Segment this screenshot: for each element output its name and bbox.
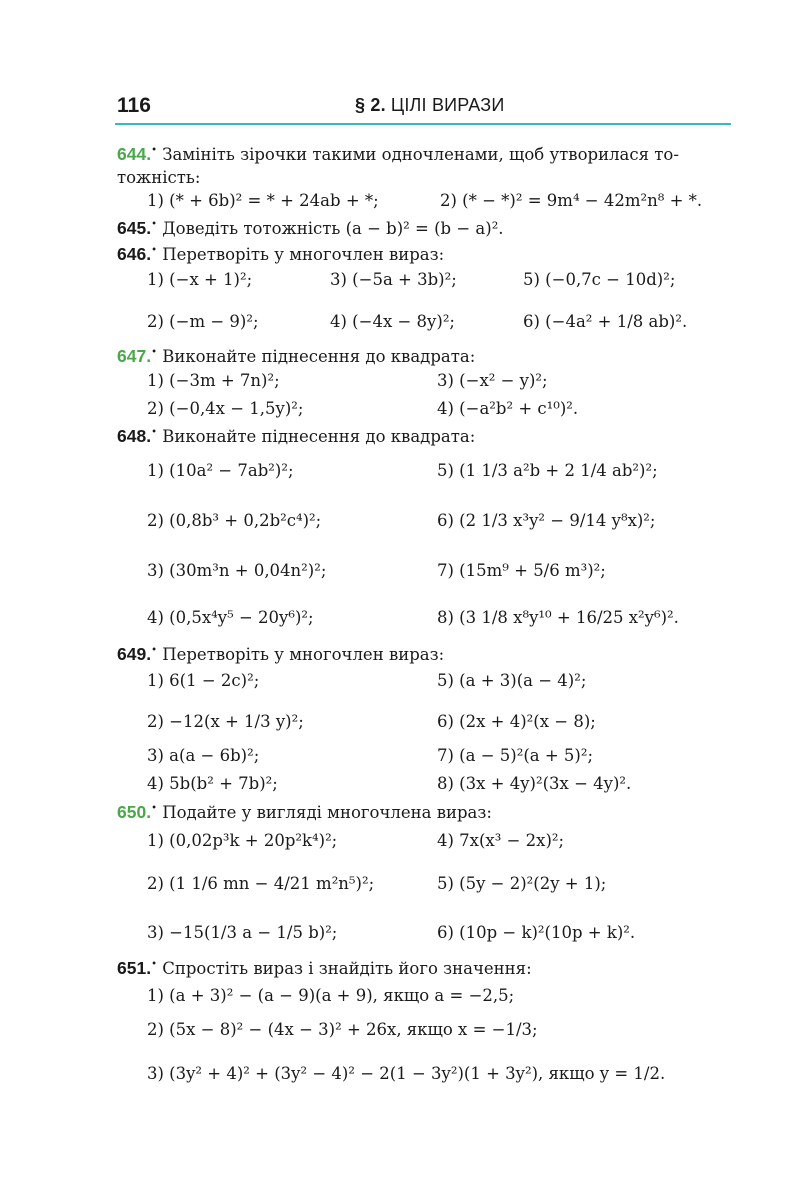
problem-number: 651.	[117, 958, 152, 978]
difficulty-dot: •	[151, 245, 157, 256]
problem-648-item-8: 8) (3 1/8 x⁸y¹⁰ + 16/25 x²y⁶)².	[437, 608, 679, 627]
header-rule	[115, 123, 731, 125]
problem-651-item-1: 1) (a + 3)² − (a − 9)(a + 9), якщо a = −2,5;	[147, 986, 515, 1005]
section-title	[355, 95, 505, 116]
problem-text: Спростіть вираз і знайдіть його значення:	[162, 959, 532, 978]
problem-646-item-5: 5) (−0,7c − 10d)²;	[523, 270, 676, 289]
problem-649-item-8: 8) (3x + 4y)²(3x − 4y)².	[437, 774, 632, 793]
problem-644-item-1: 1) (* + 6b)² = * + 24ab + *;	[147, 191, 379, 210]
problem-number: 647.	[117, 346, 152, 366]
difficulty-dot: •	[151, 145, 157, 156]
problem-650-item-4: 4) 7x(x³ − 2x)²;	[437, 831, 565, 850]
problem-645-heading	[117, 220, 504, 238]
problem-text: Замініть зірочки такими одночленами, щоб утворилася то-	[162, 145, 679, 164]
problem-649-item-1: 1) 6(1 − 2c)²;	[147, 671, 260, 690]
problem-648-item-6: 6) (2 1/3 x³y² − 9/14 y⁸x)²;	[437, 511, 656, 530]
problem-646-item-6: 6) (−4a² + 1/8 ab)².	[523, 312, 688, 331]
problem-647-item-4: 4) (−a²b² + c¹⁰)².	[437, 399, 579, 418]
problem-649-item-3: 3) a(a − 6b)²;	[147, 746, 260, 765]
problem-648-item-2: 2) (0,8b³ + 0,2b²c⁴)²;	[147, 511, 322, 530]
problem-number: 646.	[117, 244, 152, 264]
difficulty-dot: •	[151, 347, 157, 358]
problem-646-item-2: 2) (−m − 9)²;	[147, 312, 259, 331]
difficulty-dot: •	[151, 427, 157, 438]
problem-644-text-cont: тожність:	[117, 168, 201, 187]
problem-text: Подайте у вигляді многочлена вираз:	[162, 803, 492, 822]
problem-number: 648.	[117, 426, 152, 446]
problem-650-item-2: 2) (1 1/6 mn − 4/21 m²n⁵)²;	[147, 874, 375, 893]
section-name: ЦІЛІ ВИРАЗИ	[390, 95, 505, 115]
problem-number: 649.	[117, 644, 152, 664]
difficulty-dot: •	[151, 959, 157, 970]
problem-648-item-1: 1) (10a² − 7ab²)²;	[147, 461, 294, 480]
problem-651-heading	[117, 960, 532, 978]
problem-644-heading	[117, 146, 679, 164]
problem-648-item-7: 7) (15m⁹ + 5/6 m³)²;	[437, 561, 606, 580]
problem-646-item-3: 3) (−5a + 3b)²;	[330, 270, 457, 289]
problem-647-item-1: 1) (−3m + 7n)²;	[147, 371, 280, 390]
problem-649-item-5: 5) (a + 3)(a − 4)²;	[437, 671, 587, 690]
problem-648-item-5: 5) (1 1/3 a²b + 2 1/4 ab²)²;	[437, 461, 658, 480]
problem-650-heading	[117, 804, 492, 822]
problem-649-item-2: 2) −12(x + 1/3 y)²;	[147, 712, 304, 731]
problem-648-item-3: 3) (30m³n + 0,04n²)²;	[147, 561, 327, 580]
problem-649-item-7: 7) (a − 5)²(a + 5)²;	[437, 746, 594, 765]
problem-text: Перетворіть у многочлен вираз:	[162, 245, 445, 264]
problem-647-item-3: 3) (−x² − y)²;	[437, 371, 548, 390]
problem-number: 650.	[117, 802, 152, 822]
problem-number: 645.	[117, 218, 152, 238]
problem-648-heading	[117, 428, 475, 446]
problem-650-item-6: 6) (10p − k)²(10p + k)².	[437, 923, 636, 942]
problem-text: Перетворіть у многочлен вираз:	[162, 645, 445, 664]
problem-648-item-4: 4) (0,5x⁴y⁵ − 20y⁶)²;	[147, 608, 314, 627]
problem-646-heading	[117, 246, 444, 264]
problem-text: Виконайте піднесення до квадрата:	[162, 347, 476, 366]
problem-650-item-3: 3) −15(1/3 a − 1/5 b)²;	[147, 923, 338, 942]
problem-649-item-4: 4) 5b(b² + 7b)²;	[147, 774, 278, 793]
problem-647-item-2: 2) (−0,4x − 1,5y)²;	[147, 399, 304, 418]
problem-text: Доведіть тотожність (a − b)² = (b − a)².	[162, 219, 504, 238]
problem-651-item-2: 2) (5x − 8)² − (4x − 3)² + 26x, якщо x = −1/3;	[147, 1020, 538, 1039]
difficulty-dot: •	[151, 803, 157, 814]
problem-text: Виконайте піднесення до квадрата:	[162, 427, 476, 446]
problem-644-item-2: 2) (* − *)² = 9m⁴ − 42m²n⁸ + *.	[440, 191, 703, 210]
problem-number: 644.	[117, 144, 152, 164]
page-number: 116	[117, 94, 151, 117]
problem-647-heading	[117, 348, 475, 366]
problem-650-item-5: 5) (5y − 2)²(2y + 1);	[437, 874, 607, 893]
problem-650-item-1: 1) (0,02p³k + 20p²k⁴)²;	[147, 831, 338, 850]
problem-651-item-3: 3) (3y² + 4)² + (3y² − 4)² − 2(1 − 3y²)(1 + 3y²), якщо y = 1/2.	[147, 1064, 666, 1083]
problem-649-heading	[117, 646, 444, 664]
problem-649-item-6: 6) (2x + 4)²(x − 8);	[437, 712, 596, 731]
difficulty-dot: •	[151, 219, 157, 230]
section-mark: § 2.	[355, 95, 386, 115]
problem-646-item-1: 1) (−x + 1)²;	[147, 270, 253, 289]
problem-646-item-4: 4) (−4x − 8y)²;	[330, 312, 455, 331]
difficulty-dot: •	[151, 645, 157, 656]
